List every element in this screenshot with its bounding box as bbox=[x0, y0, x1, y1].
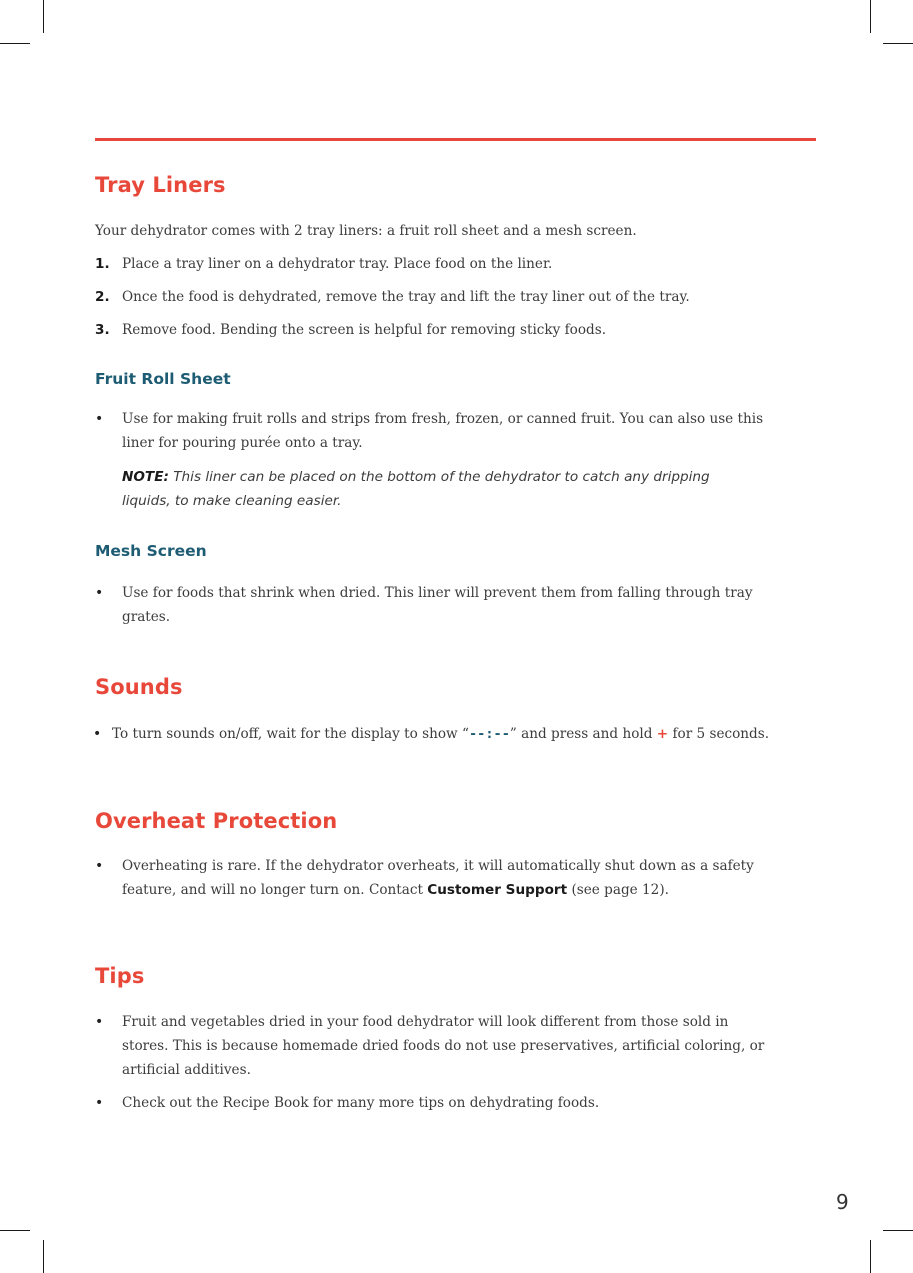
crop-mark bbox=[883, 43, 913, 44]
step-number: 2. bbox=[95, 289, 110, 305]
tips-text-line3: artificial additives. bbox=[122, 1062, 251, 1078]
crop-mark bbox=[43, 0, 44, 33]
bullet: • bbox=[95, 858, 104, 874]
mesh-text-line1: Use for foods that shrink when dried. This liner will prevent them from falling through tray bbox=[122, 585, 753, 601]
section-title-tray-liners: Tray Liners bbox=[95, 173, 226, 197]
step-text: Remove food. Bending the screen is helpful for removing sticky foods. bbox=[122, 322, 607, 338]
step-text: Place a tray liner on a dehydrator tray. Place food on the liner. bbox=[122, 256, 553, 272]
overheat-text-line1: Overheating is rare. If the dehydrator overheats, it will automatically shut down as a safety bbox=[122, 858, 754, 874]
sounds-text-middle: ” and press and hold bbox=[509, 726, 657, 742]
subsection-title-fruit-roll-sheet: Fruit Roll Sheet bbox=[95, 370, 231, 388]
note-label: NOTE: bbox=[122, 469, 169, 485]
plus-icon: + bbox=[656, 726, 669, 742]
bullet: • bbox=[95, 1095, 104, 1111]
note-line1 bbox=[122, 465, 710, 489]
bullet: • bbox=[95, 411, 104, 427]
crop-mark bbox=[43, 1240, 44, 1273]
step-text: Once the food is dehydrated, remove the tray and lift the tray liner out of the tray. bbox=[122, 289, 690, 305]
sounds-text bbox=[112, 722, 769, 746]
sounds-text-before: To turn sounds on/off, wait for the display to show “ bbox=[112, 726, 469, 742]
tips-text-line1: Fruit and vegetables dried in your food dehydrator will look different from those sold in bbox=[122, 1014, 729, 1030]
section-title-tips: Tips bbox=[95, 964, 145, 988]
crop-mark bbox=[883, 1230, 913, 1231]
display-readout: --:-- bbox=[468, 726, 510, 742]
header-rule bbox=[95, 138, 816, 141]
tray-liners-intro: Your dehydrator comes with 2 tray liners: a fruit roll sheet and a mesh screen. bbox=[95, 223, 637, 239]
crop-mark bbox=[0, 43, 30, 44]
page-number: 9 bbox=[836, 1190, 849, 1214]
mesh-text-line2: grates. bbox=[122, 609, 171, 625]
step-number: 1. bbox=[95, 256, 110, 272]
crop-mark bbox=[0, 1230, 30, 1231]
bullet: • bbox=[95, 585, 104, 601]
customer-support-link: Customer Support bbox=[427, 882, 568, 898]
note-line2: liquids, to make cleaning easier. bbox=[122, 493, 342, 509]
fruit-roll-text-line1: Use for making fruit rolls and strips from fresh, frozen, or canned fruit. You can also use this bbox=[122, 411, 764, 427]
bullet: • bbox=[95, 1014, 104, 1030]
tips-text-line2: stores. This is because homemade dried foods do not use preservatives, artificial coloring, or bbox=[122, 1038, 765, 1054]
subsection-title-mesh-screen: Mesh Screen bbox=[95, 542, 207, 560]
section-title-sounds: Sounds bbox=[95, 675, 183, 699]
tips-text-b2: Check out the Recipe Book for many more tips on dehydrating foods. bbox=[122, 1095, 600, 1111]
bullet: • bbox=[93, 726, 102, 742]
overheat-text-before: feature, and will no longer turn on. Contact bbox=[122, 882, 428, 898]
crop-mark bbox=[870, 0, 871, 33]
section-title-overheat: Overheat Protection bbox=[95, 809, 338, 833]
sounds-text-after: for 5 seconds. bbox=[668, 726, 770, 742]
step-number: 3. bbox=[95, 322, 110, 338]
overheat-text-after: (see page 12). bbox=[567, 882, 669, 898]
fruit-roll-text-line2: liner for pouring purée onto a tray. bbox=[122, 435, 363, 451]
crop-mark bbox=[870, 1240, 871, 1273]
overheat-text-line2 bbox=[122, 878, 669, 902]
note-text: This liner can be placed on the bottom of the dehydrator to catch any dripping bbox=[168, 469, 710, 485]
